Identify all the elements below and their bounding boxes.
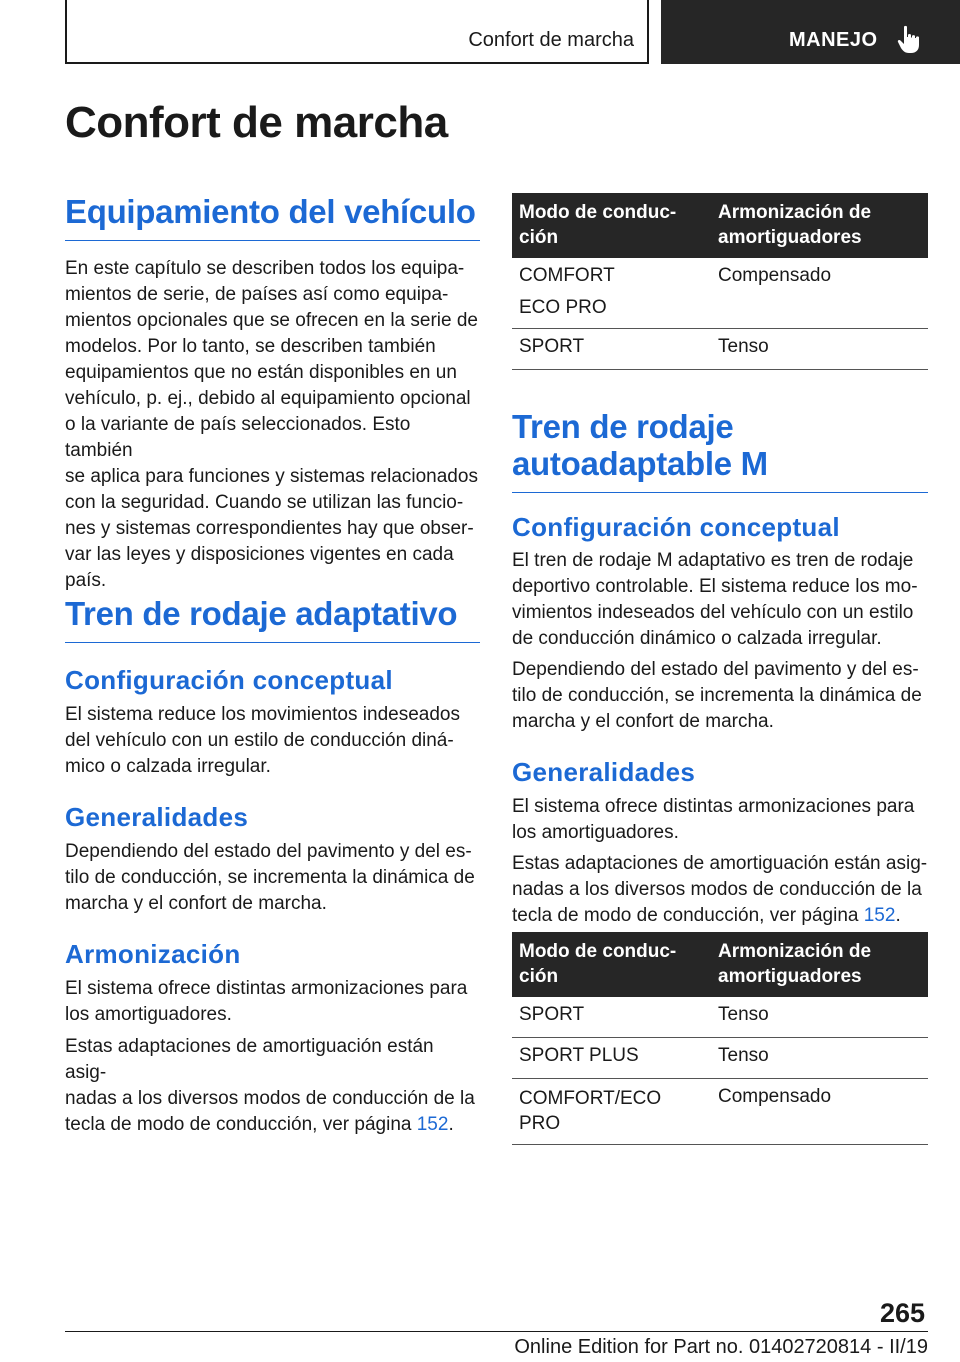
drive-mode-table-1 (512, 193, 928, 370)
table-cell-mode: SPORT (512, 997, 711, 1038)
table-header-mode: Modo de conduc- ción (512, 193, 711, 258)
concept-heading-left: Configuración conceptual (65, 665, 393, 695)
header-chapter-tab[interactable] (661, 0, 960, 64)
table-header-damping: Armonización de amortiguadores (711, 932, 928, 997)
general-heading-left: Generalidades (65, 802, 249, 832)
page-link-152-right[interactable]: 152 (863, 905, 896, 926)
table-header-mode: Modo de conduc- ción (512, 932, 711, 997)
table-row (512, 997, 928, 1038)
general-paragraph-left: Dependiendo del estado del pavimento y del es- tilo de conducción, se incrementa la dinámica de marcha y el confort de marcha. (65, 841, 475, 914)
table-row (512, 1079, 928, 1145)
pointing-hand-icon (897, 25, 921, 55)
harmonization-paragraph-2: Estas adaptaciones de amortiguación están asig- nadas a los diversos modos de conducción de la tecla de modo de conducción, ver página 152. (65, 1036, 475, 1135)
adaptive-suspension-heading: Tren de rodaje adaptativo (65, 595, 480, 643)
table-row (512, 258, 928, 329)
page-title: Confort de marcha (65, 98, 448, 147)
page-link-152-left[interactable]: 152 (416, 1114, 449, 1135)
header-section-title: Confort de marcha (468, 29, 634, 51)
table-cell-mode: COMFORT/ECO PRO (512, 1079, 711, 1145)
footer-edition: Online Edition for Part no. 01402720814 - II/19 (514, 1336, 928, 1358)
harmonization-heading: Armonización (65, 939, 241, 969)
concept-paragraph-left: El sistema reduce los movimientos indeseados del vehículo con un estilo de conducción diná- mico o calzada irregular. (65, 704, 460, 777)
equipment-paragraph: En este capítulo se describen todos los equipa- mientos de serie, de países así como equipa- mientos opcionales que se ofrecen en la serie de modelos. Por lo tanto, se describen también equipamientos que no están disponibles en un vehículo, p. ej., debido al equipamiento opcional o la variante de país seleccionados. Esto también se aplica para funciones y sistemas relacionados con la seguridad. Cuando se utilizan las funcio- nes y sistemas correspondientes hay que obser- var las leyes y disposiciones vigentes en cada país. (65, 258, 478, 591)
page-number: 265 (880, 1298, 926, 1328)
table-cell-damping: Compensado (711, 1079, 928, 1145)
general-paragraph-right-1: El sistema ofrece distintas armonizaciones para los amortiguadores. (512, 796, 915, 843)
general-heading-right: Generalidades (512, 757, 696, 787)
header-section-tab (65, 0, 649, 64)
table-cell-mode: SPORT (512, 329, 711, 370)
table-cell-mode: SPORT PLUS (512, 1038, 711, 1079)
general-paragraph-right-2: Estas adaptaciones de amortiguación están asig- nadas a los diversos modos de conducción de la tecla de modo de conducción, ver página 152. (512, 853, 928, 926)
table-cell-damping: Compensado (711, 258, 928, 329)
concept-paragraph-right-2: Dependiendo del estado del pavimento y del es- tilo de conducción, se incrementa la dinámica de marcha y el confort de marcha. (512, 659, 922, 732)
table-header-row (512, 932, 928, 997)
footer-divider (65, 1331, 928, 1332)
equipment-heading: Equipamiento del vehículo (65, 193, 480, 241)
harmonization-paragraph-1: El sistema ofrece distintas armonizaciones para los amortiguadores. (65, 978, 468, 1025)
header-chapter-label: MANEJO (789, 29, 878, 51)
drive-mode-table-2 (512, 932, 928, 1145)
table-row (512, 1038, 928, 1079)
table-header-damping: Armonización de amortiguadores (711, 193, 928, 258)
concept-heading-right: Configuración conceptual (512, 512, 840, 542)
m-suspension-heading: Tren de rodaje autoadaptable M (512, 408, 928, 493)
concept-paragraph-right: El tren de rodaje M adaptativo es tren de rodaje deportivo controlable. El sistema reduce los mo- vimientos indeseados del vehículo con un estilo de conducción dinámico o calzada irregular. (512, 550, 918, 649)
table-cell-damping: Tenso (711, 1038, 928, 1079)
table-cell-damping: Tenso (711, 329, 928, 370)
table-row (512, 329, 928, 370)
table-header-row (512, 193, 928, 258)
table-cell-mode: COMFORT ECO PRO (512, 258, 711, 329)
table-cell-damping: Tenso (711, 997, 928, 1038)
